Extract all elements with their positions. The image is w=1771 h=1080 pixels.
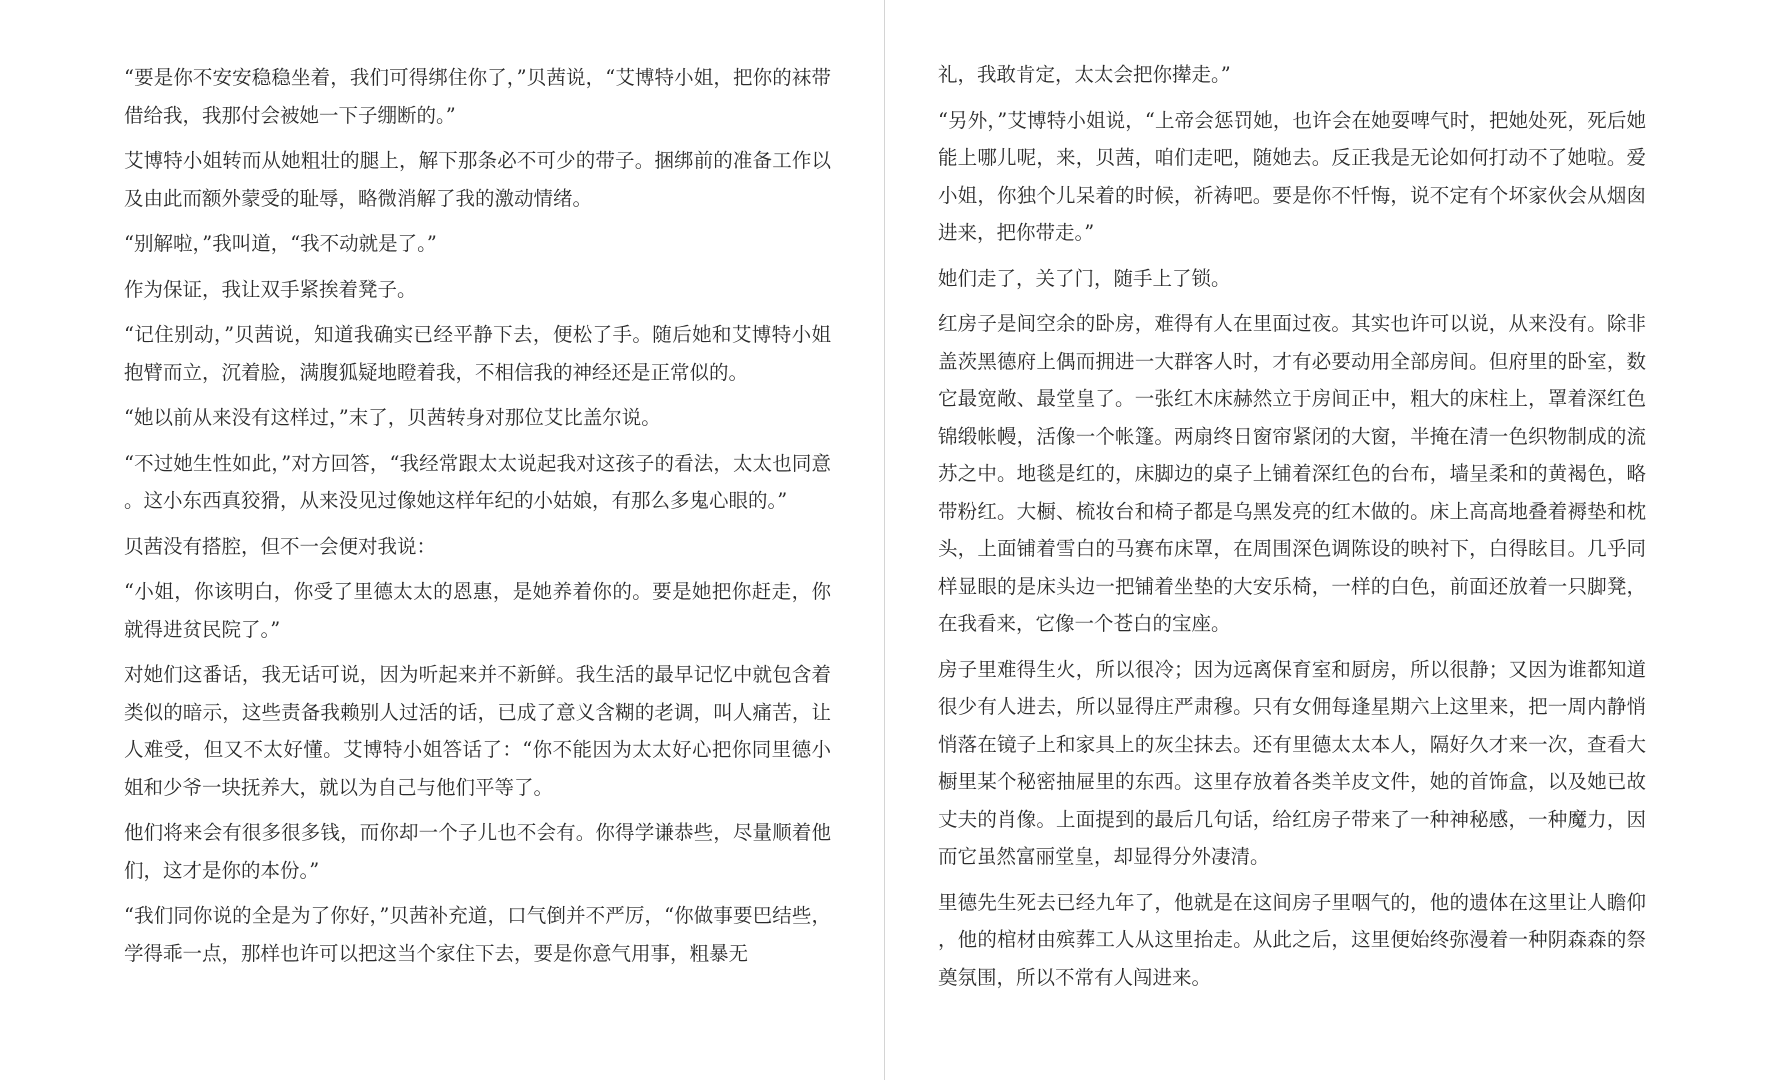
paragraph: 房子里难得生火，所以很冷；因为远离保育室和厨房，所以很静；又因为谁都知道很少有人进去，所以显得庄严肃穆。只有女佣每逢星期六上这里来，把一周内静悄悄落在镜子上和家具上的灰尘抹去。还有里德太太本人，隔好久才来一次，查看大橱里某个秘密抽屉里的东西。这里存放着各类羊皮文件，她的首饰盒，以及她已故丈夫的肖像。上面提到的最后几句话，给红房子带来了一种神秘感，一种魔力，因而它虽然富丽堂皇，却显得分外凄清。 [938, 657, 1646, 868]
paragraph: 作为保证，我让双手紧挨着凳子。 [124, 277, 417, 301]
right-page [886, 0, 1771, 1080]
paragraph: 贝茜没有搭腔，但不一会便对我说： [124, 534, 437, 558]
paragraph: “要是你不安安稳稳坐着，我们可得绑住你了，”贝茜说，“艾博特小姐，把你的袜带借给我，我那付会被她一下子绷断的。” [124, 66, 831, 127]
paragraph: 对她们这番话，我无话可说，因为听起来并不新鲜。我生活的最早记忆中就包含着类似的暗示，这些责备我赖别人过活的话，已成了意义含糊的老调，叫人痛苦，让人难受，但又不太好懂。艾博特小姐答话了：“你不能因为太太好心把你同里德小姐和少爷一块抚养大，就以为自己与他们平等了。 [124, 663, 831, 799]
paragraph: “记住别动，”贝茜说，知道我确实已经平静下去，便松了手。随后她和艾博特小姐抱臂而立，沉着脸，满腹狐疑地瞪着我，不相信我的神经还是正常似的。 [124, 323, 831, 384]
paragraph: 里德先生死去已经九年了，他就是在这间房子里咽气的，他的遗体在这里让人瞻仰，他的棺材由殡葬工人从这里抬走。从此之后，这里便始终弥漫着一种阴森森的祭奠氛围，所以不常有人闯进来。 [938, 890, 1646, 989]
left-page [0, 0, 885, 1080]
paragraph: 她们走了，关了门，随手上了锁。 [938, 266, 1231, 290]
right-page-text [938, 56, 1646, 1004]
paragraph: “我们同你说的全是为了你好，”贝茜补充道，口气倒并不严厉，“你做事要巴结些，学得乖一点，那样也许可以把这当个家住下去，要是你意气用事，粗暴无 [124, 904, 831, 965]
paragraph: 艾博特小姐转而从她粗壮的腿上，解下那条必不可少的带子。捆绑前的准备工作以及由此而额外蒙受的耻辱，略微消解了我的激动情绪。 [124, 149, 831, 210]
paragraph: “小姐，你该明白，你受了里德太太的恩惠，是她养着你的。要是她把你赶走，你就得进贫民院了。” [124, 580, 831, 641]
paragraph: “别解啦，”我叫道，“我不动就是了。” [124, 232, 437, 255]
paragraph: 礼，我敢肯定，太太会把你撵走。” [938, 63, 1231, 86]
left-page-text [124, 59, 831, 980]
paragraph: 他们将来会有很多很多钱，而你却一个子儿也不会有。你得学谦恭些，尽量顺着他们，这才是你的本份。” [124, 821, 831, 882]
paragraph: 红房子是间空余的卧房，难得有人在里面过夜。其实也许可以说，从来没有。除非盖茨黑德府上偶而拥进一大群客人时，才有必要动用全部房间。但府里的卧室，数它最宽敞、最堂皇了。一张红木床赫然立于房间正中，粗大的床柱上，罩着深红色锦缎帐幔，活像一个帐篷。两扇终日窗帘紧闭的大窗，半掩在清一色织物制成的流苏之中。地毯是红的，床脚边的桌子上铺着深红色的台布，墙呈柔和的黄褐色，略带粉红。大橱、梳妆台和椅子都是乌黑发亮的红木做的。床上高高地叠着褥垫和枕头，上面铺着雪白的马赛布床罩，在周围深色调陈设的映衬下，白得眩目。几乎同样显眼的是床头边一把铺着坐垫的大安乐椅，一样的白色，前面还放着一只脚凳，在我看来，它像一个苍白的宝座。 [938, 312, 1646, 635]
paragraph: “另外，”艾博特小姐说，“上帝会惩罚她，也许会在她耍啤气时，把她处死，死后她能上哪儿呢，来，贝茜，咱们走吧，随她去。反正我是无论如何打动不了她啦。爱小姐，你独个儿呆着的时候，祈祷吧。要是你不忏悔，说不定有个坏家伙会从烟囱进来，把你带走。” [938, 108, 1646, 244]
paragraph: “不过她生性如此，”对方回答，“我经常跟太太说起我对这孩子的看法，太太也同意。这小东西真狡猾，从来没见过像她这样年纪的小姑娘，有那么多鬼心眼的。” [124, 451, 831, 512]
paragraph: “她以前从来没有这样过，”末了，贝茜转身对那位艾比盖尔说。 [124, 406, 661, 429]
